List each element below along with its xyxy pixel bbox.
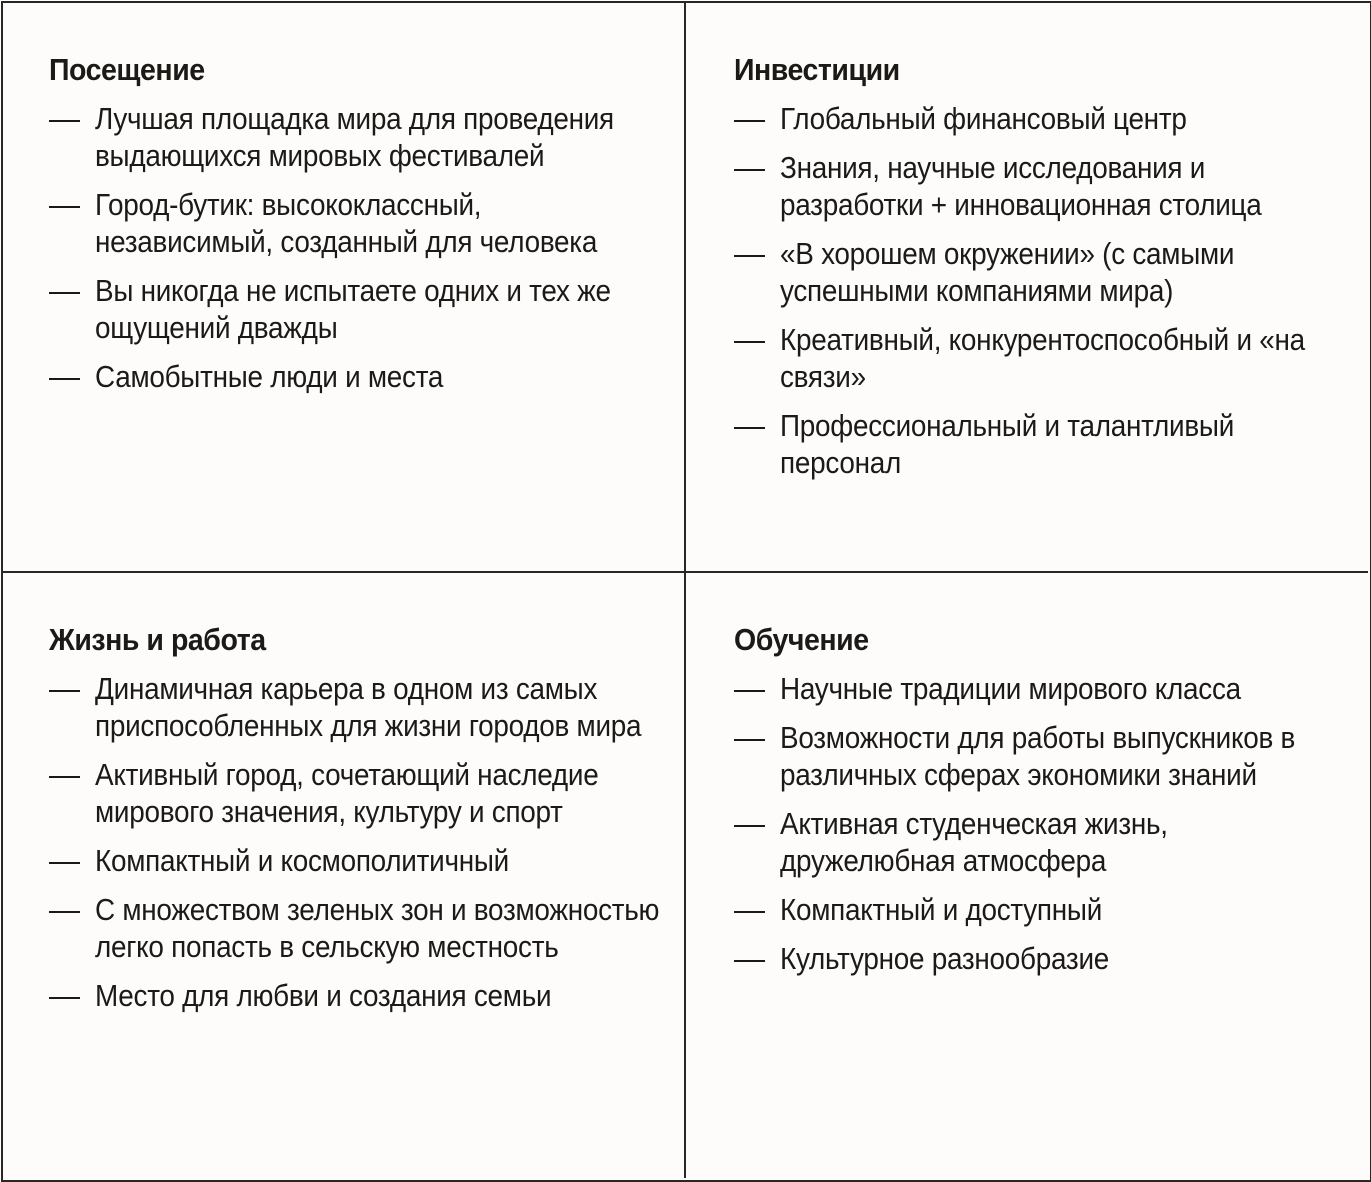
list-item [734,891,1344,928]
list-item [734,235,1344,309]
list-item-text: Профессиональный и талантливый персонал [780,408,1235,480]
dash-bullet: — [734,806,765,841]
list-item-text: Культурное разнообразие [780,941,1110,976]
list-item-text: Возможности для работы выпускников в различных сферах экономики знаний [780,720,1296,792]
dash-bullet: — [734,671,765,706]
list-item [734,149,1344,223]
list-item-text: Научные традиции мирового класса [780,671,1241,706]
quadrant-heading: Обучение [734,622,869,657]
dash-bullet: — [49,757,80,792]
dash-bullet: — [49,273,80,308]
dash-bullet: — [734,941,765,976]
dash-bullet: — [49,187,80,222]
dash-bullet: — [49,671,80,706]
list-item-text: Динамичная карьера в одном из самых приспособленных для жизни городов мира [95,671,642,743]
list-item [734,407,1344,481]
list-item-text: Компактный и доступный [780,892,1103,927]
list-item-text: Активная студенческая жизнь, дружелюбная атмосфера [780,806,1168,878]
list-item [49,358,660,395]
list-item-text: Креативный, конкурентоспособный и «на связи» [780,322,1305,394]
dash-bullet: — [49,101,80,136]
dash-bullet: — [49,978,80,1013]
list-item [734,719,1344,793]
list-item [49,186,660,260]
dash-bullet: — [49,892,80,927]
list-item [49,272,660,346]
list-item [49,842,660,879]
dash-bullet: — [49,359,80,394]
list-item-text: «В хорошем окружении» (с самыми успешными компаниями мира) [780,236,1235,308]
list-item-text: С множеством зеленых зон и возможностью легко попасть в сельскую местность [95,892,660,964]
list-item-text: Активный город, сочетающий наследие мирового значения, культуру и спорт [95,757,599,829]
list-item-text: Знания, научные исследования и разработки + инновационная столица [780,150,1262,222]
quadrant-live-work [3,573,686,1178]
quadrant-list [734,100,1344,481]
dash-bullet: — [49,843,80,878]
list-item [49,977,660,1014]
dash-bullet: — [734,101,765,136]
quadrant-list [734,670,1344,977]
list-item-text: Глобальный финансовый центр [780,101,1187,136]
list-item-text: Место для любви и создания семьи [95,978,552,1013]
quadrant-list [49,100,660,395]
dash-bullet: — [734,720,765,755]
list-item [49,756,660,830]
list-item [49,100,660,174]
list-item-text: Компактный и космополитичный [95,843,509,878]
dash-bullet: — [734,322,765,357]
dash-bullet: — [734,236,765,271]
list-item-text: Самобытные люди и места [95,359,444,394]
quadrant-heading: Посещение [49,52,205,87]
list-item [734,100,1344,137]
dash-bullet: — [734,892,765,927]
quadrant-study [686,573,1368,1178]
list-item [734,321,1344,395]
quadrant-heading: Инвестиции [734,52,900,87]
list-item-text: Лучшая площадка мира для проведения выдающихся мировых фестивалей [95,101,614,173]
list-item [734,805,1344,879]
quadrant-grid [1,1,1371,1182]
list-item-text: Город-бутик: высококлассный, независимый, созданный для человека [95,187,598,259]
list-item [49,891,660,965]
quadrant-visit [3,3,686,573]
list-item [49,670,660,744]
quadrant-investment [686,3,1368,573]
list-item [734,940,1344,977]
quadrant-heading: Жизнь и работа [49,622,266,657]
quadrant-list [49,670,660,1014]
dash-bullet: — [734,150,765,185]
dash-bullet: — [734,408,765,443]
list-item-text: Вы никогда не испытаете одних и тех же ощущений дважды [95,273,611,345]
list-item [734,670,1344,707]
